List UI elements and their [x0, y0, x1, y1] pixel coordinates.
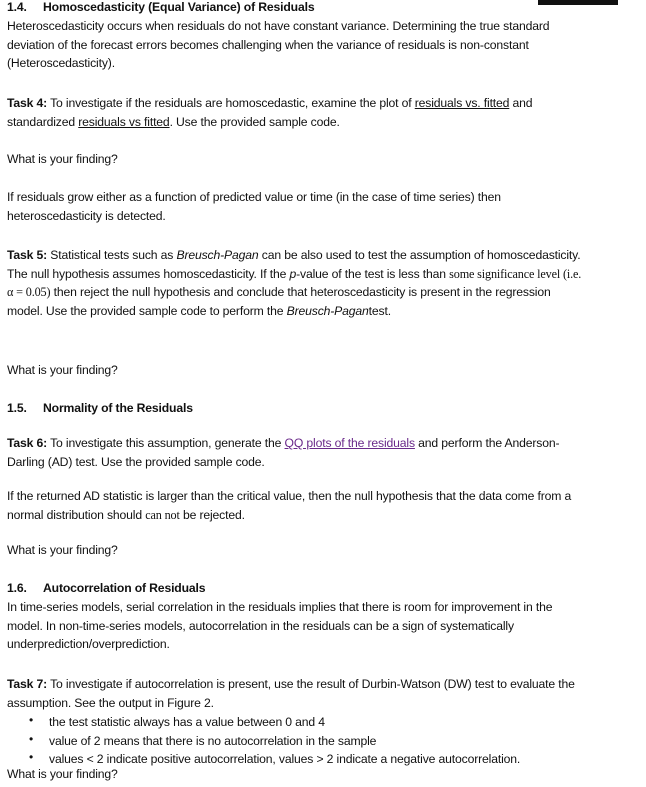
section-1-6-heading [7, 579, 587, 598]
dw-bullet-list [7, 713, 587, 769]
task-5-paragraph [7, 246, 587, 320]
can-not-term: can not [145, 507, 180, 522]
heteroscedasticity-rule: If residuals grow either as a function of predicted value or time (in the case of time series) then heteroscedasticity is detected. [7, 190, 501, 223]
task-6-text-2: and perform the Anderson-Darling (AD) test. Use the provided sample code. [7, 436, 560, 469]
ad-rule-text-2: be rejected. [182, 507, 245, 522]
finding-prompt-task-5: What is your finding? [7, 363, 118, 377]
task-7-label: Task 7: [7, 677, 48, 691]
task-4-label: Task 4: [7, 96, 48, 110]
task-7-text: To investigate if autocorrelation is present, use the result of Durbin-Watson (DW) test to evaluate the assumption. See the output in Figure 2. [7, 677, 575, 710]
task-6-label: Task 6: [7, 436, 48, 450]
task-4-text-3: . Use the provided sample code. [169, 114, 340, 129]
section-title: Homoscedasticity (Equal Variance) of Residuals [43, 0, 315, 14]
task-6-paragraph [7, 434, 587, 471]
section-title: Autocorrelation of Residuals [43, 581, 206, 595]
list-item: • value of 2 means that there is no autocorrelation in the sample [7, 732, 587, 751]
task-5-text-3: -value of the test is less than [296, 266, 446, 281]
residuals-vs-fitted-link[interactable]: residuals vs. fitted [414, 96, 510, 110]
autocorrelation-intro: In time-series models, serial correlation in the residuals implies that there is room for improvement in the model. In non-time-series models, autocorrelation in the residuals can be a sign of systematically underprediction/overprediction. [7, 600, 553, 651]
section-number: 1.6. [7, 581, 27, 595]
task-5-text-4: then reject the null hypothesis and conclude that heteroscedasticity is present in the regression model. Use the provided sample code to perform the [7, 285, 551, 318]
section-1-5-heading [7, 399, 587, 418]
task-5-label: Task 5: [7, 248, 48, 262]
task-5-text: Statistical tests such as [50, 248, 174, 262]
ad-rule-text: If the returned AD statistic is larger than the critical value, then the null hypothesis that the data come from a normal distribution should [7, 489, 572, 522]
finding-prompt-task-6: What is your finding? [7, 543, 118, 557]
anderson-darling-rule [7, 487, 587, 524]
breusch-pagan-term: Breusch-Pagan [176, 248, 259, 262]
finding-prompt-task-4: What is your finding? [7, 152, 118, 166]
significance-level: some significance level (i.e. α = 0.05) [7, 266, 582, 299]
section-1-4-heading [7, 0, 587, 17]
qq-plots-link[interactable]: QQ plots of the residuals [284, 436, 415, 450]
task-7-paragraph [7, 675, 587, 712]
breusch-pagan-term-2: Breusch-Pagan [286, 303, 369, 318]
task-5-text-5: test. [368, 303, 391, 318]
list-item: • the test statistic always has a value between 0 and 4 [7, 713, 587, 732]
section-number: 1.4. [7, 0, 27, 14]
list-item: • values < 2 indicate positive autocorrelation, values > 2 indicate a negative autocorrelation. [7, 750, 587, 769]
standardized-residuals-link[interactable]: residuals vs fitted [78, 114, 170, 129]
finding-prompt-task-7: What is your finding? [7, 767, 118, 781]
section-title: Normality of the Residuals [43, 401, 193, 415]
heteroscedasticity-intro: Heteroscedasticity occurs when residuals do not have constant variance. Determining the true standard deviation of the forecast errors becomes challenging when the variance of residuals is non-constant (Heteroscedasticity). [7, 19, 550, 70]
task-4-text-2: and standardized [7, 96, 533, 129]
task-4-paragraph [7, 94, 587, 131]
section-number: 1.5. [7, 401, 27, 415]
task-6-text: To investigate this assumption, generate the [50, 436, 282, 450]
p-symbol: p [289, 266, 297, 281]
task-4-text: To investigate if the residuals are homoscedastic, examine the plot of [50, 96, 412, 110]
task-5-text-2: can be also used to test the assumption of homoscedasticity. The null hypothesis assumes homoscedasticity. If the [7, 248, 581, 281]
